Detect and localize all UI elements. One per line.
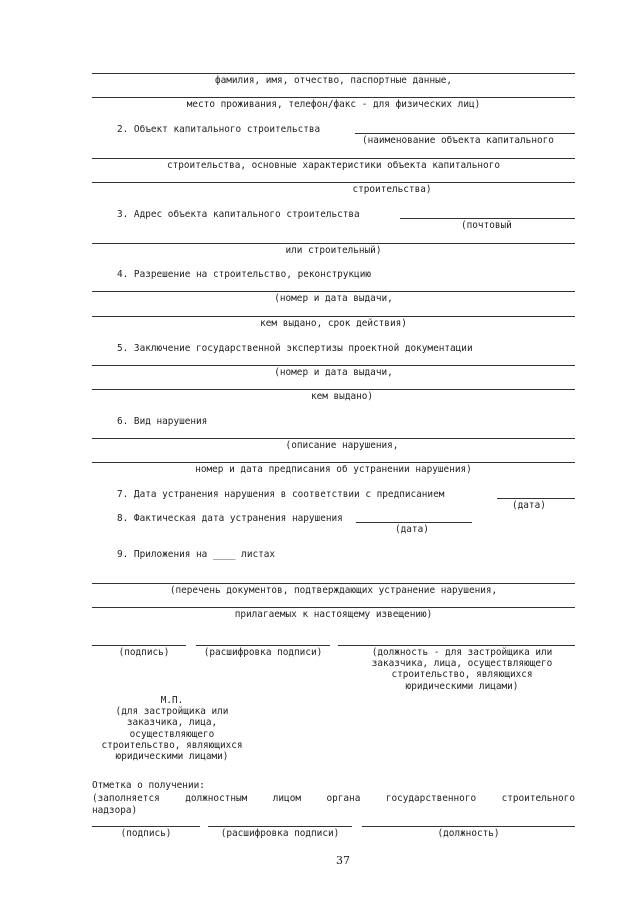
item-5-label: 5. Заключение государственной экспертизы проектной документации <box>117 343 473 354</box>
rule <box>92 158 575 159</box>
receipt-decode-line[interactable] <box>208 826 352 827</box>
receipt-title: Отметка о получении: <box>92 780 205 791</box>
receipt-position-line[interactable] <box>362 826 575 827</box>
item-9-label: 9. Приложения на ____ листах <box>117 549 276 560</box>
item-2-hint: (наименование объекта капитального <box>362 135 554 146</box>
receipt-signature-caption: (подпись) <box>120 828 172 839</box>
rule <box>92 607 575 608</box>
position-caption: (должность - для застройщика или заказчика, лица, осуществляющего строительство, являющихся юридическими лицами) <box>371 647 553 692</box>
item-5-hint-2: кем выдано) <box>310 391 374 402</box>
position-line[interactable] <box>338 645 575 646</box>
rule <box>92 182 575 183</box>
rule <box>92 365 575 366</box>
page-number: 37 <box>336 854 350 867</box>
item-4-label: 4. Разрешение на строительство, реконструкцию <box>117 269 371 280</box>
rule <box>92 243 575 244</box>
rule <box>92 583 575 584</box>
item-6-hint-2: номер и дата предписания об устранении нарушения) <box>195 464 472 475</box>
item-9-hint-1: (перечень документов, подтверждающих устранение нарушения, <box>169 585 498 596</box>
item-3-caption: или строительный) <box>285 245 382 256</box>
item-2-caption-1: строительства, основные характеристики объекта капитального <box>166 160 500 171</box>
receipt-signature-line[interactable] <box>92 826 200 827</box>
hint-residence: место проживания, телефон/факс - для физических лиц) <box>186 99 481 110</box>
item-3-label: 3. Адрес объекта капитального строительства <box>117 209 360 220</box>
signature-caption: (подпись) <box>118 647 170 658</box>
item-7-label: 7. Дата устранения нарушения в соответствии с предписанием <box>117 489 445 500</box>
receipt-instruction-2: надзора) <box>92 805 138 816</box>
receipt-position-caption: (должность) <box>437 828 500 839</box>
signature-line[interactable] <box>92 645 186 646</box>
item-6-label: 6. Вид нарушения <box>117 416 208 427</box>
rule <box>92 97 575 98</box>
item-2-caption-2: строительства) <box>352 184 432 195</box>
signature-decode-caption: (расшифровка подписи) <box>203 647 323 658</box>
field-line-item-3[interactable] <box>400 218 575 219</box>
item-2-label: 2. Объект капитального строительства <box>117 124 321 135</box>
rule <box>92 462 575 463</box>
field-line-item-7[interactable] <box>497 498 575 499</box>
rule <box>92 389 575 390</box>
field-line-item-2[interactable] <box>355 133 575 134</box>
receipt-decode-caption: (расшифровка подписи) <box>220 828 340 839</box>
rule <box>92 316 575 317</box>
item-4-hint-2: кем выдано, срок действия) <box>260 318 407 329</box>
rule <box>92 291 575 292</box>
receipt-instruction: (заполняется должностным лицом органа государственного строительного <box>92 793 575 804</box>
item-7-hint: (дата) <box>512 500 546 511</box>
rule <box>92 73 575 74</box>
item-4-hint-1: (номер и дата выдачи, <box>274 293 393 304</box>
item-6-hint-1: (описание нарушения, <box>285 440 399 451</box>
item-9-hint-2: прилагаемых к настоящему извещению) <box>234 609 433 620</box>
item-5-hint-1: (номер и дата выдачи, <box>274 367 393 378</box>
item-8-hint: (дата) <box>395 524 429 535</box>
field-line-item-8[interactable] <box>356 522 472 523</box>
hint-name-passport: фамилия, имя, отчество, паспортные данные, <box>214 75 453 86</box>
signature-decode-line[interactable] <box>196 645 330 646</box>
rule <box>92 438 575 439</box>
stamp-block: М.П. (для застройщика или заказчика, лица, осуществляющего строительство, являющихся юридическими лицами) <box>101 695 243 763</box>
item-8-label: 8. Фактическая дата устранения нарушения <box>117 513 343 524</box>
item-3-hint: (почтовый <box>461 220 512 231</box>
